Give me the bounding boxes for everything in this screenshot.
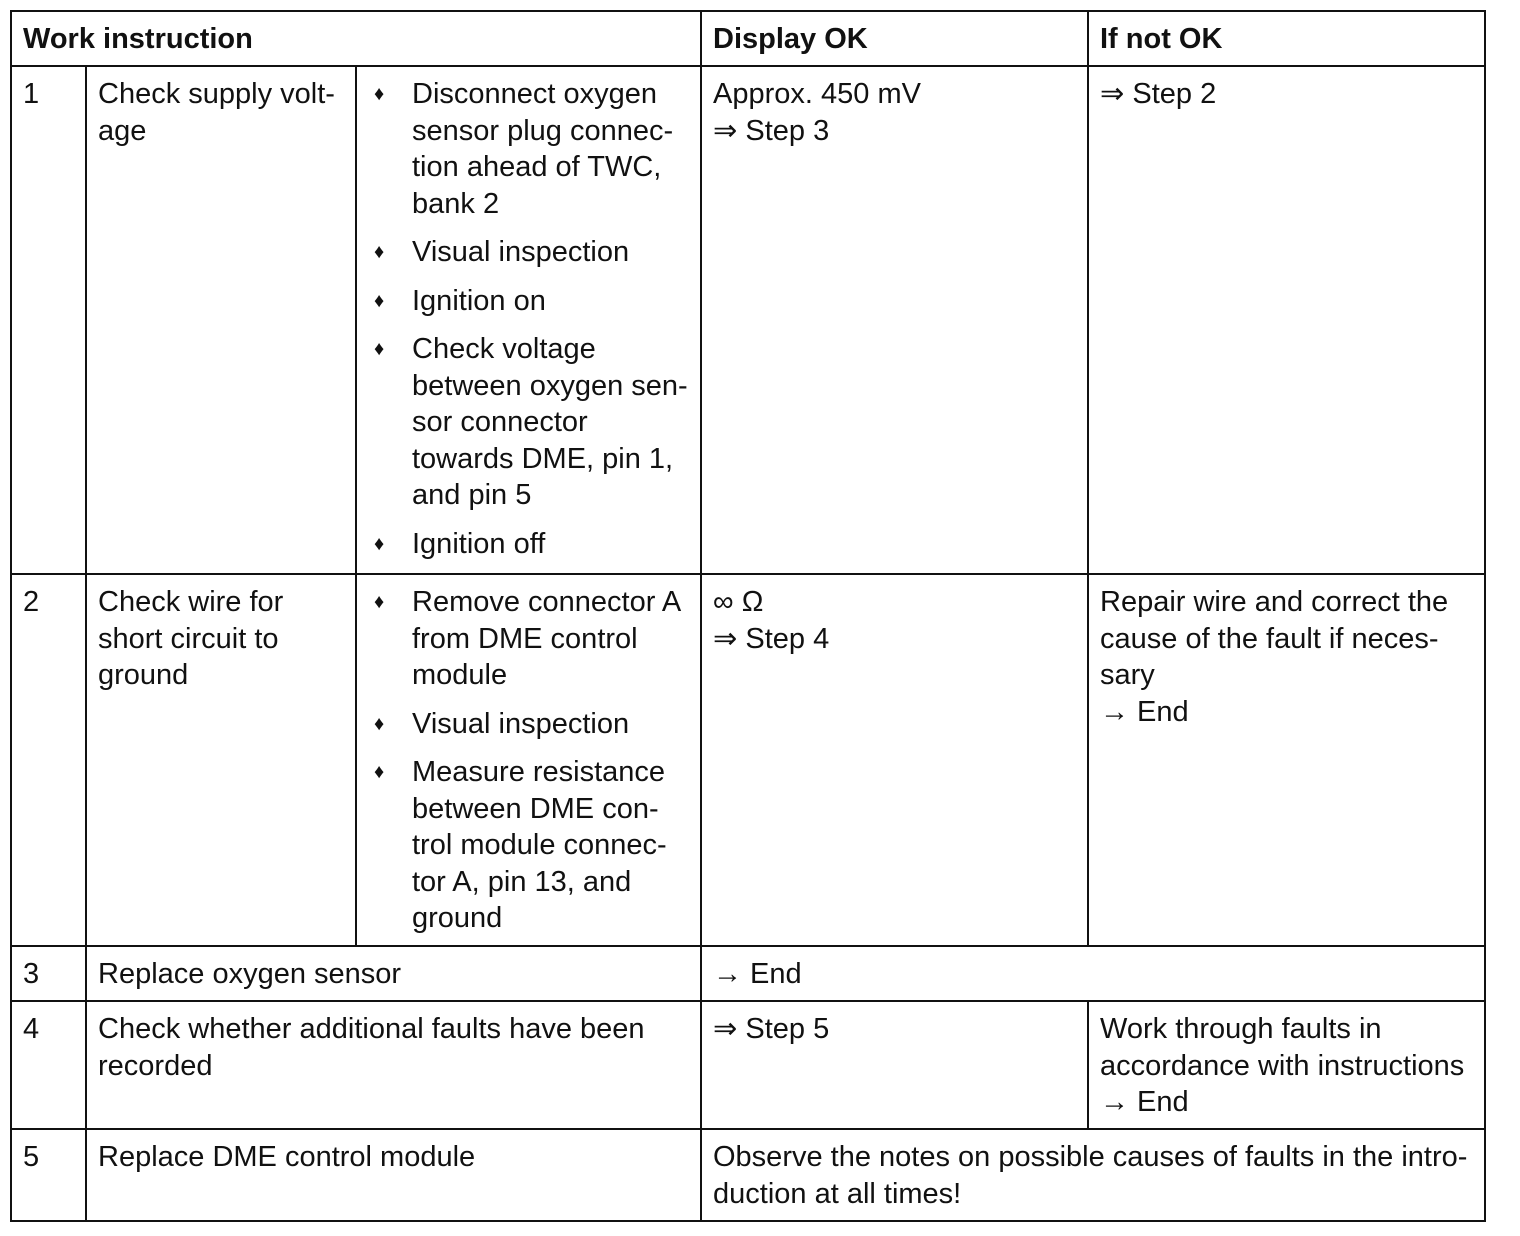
task-line: short circuit to [98,622,279,655]
step-line: Check voltage [412,333,596,365]
if-not-ok-cell [1088,66,1485,574]
diamond-bullet-icon: ♦ [374,338,385,360]
step-line: between DME con- [412,792,659,825]
display-ok-line: ∞ Ω [713,586,764,618]
diamond-bullet-icon: ♦ [374,241,385,263]
diamond-bullet-icon: ♦ [374,83,385,105]
task-cell: Replace DME control module [86,1129,701,1221]
step-line: trol module connec- [412,829,667,861]
if-not-ok-line: sary [1100,659,1155,691]
table-row [11,946,1485,1001]
header-display-ok: Display OK [701,11,1088,66]
diamond-bullet-icon: ♦ [374,289,385,312]
diamond-bullet-icon: ♦ [374,761,385,783]
list-item [368,76,689,222]
header-row [11,11,1485,66]
if-not-ok-line: cause of the fault if neces- [1100,622,1439,655]
if-not-ok-cell [1088,574,1485,946]
task-line: Check whether additional faults have been [98,1013,645,1045]
display-ok-cell [701,66,1088,574]
task-cell: Replace oxygen sensor [86,946,701,1001]
if-not-ok-line: → End [1100,695,1189,728]
step-line: Visual inspection [412,707,630,740]
list-item [368,584,689,694]
task-cell [86,1001,701,1129]
step-line: Visual inspection [412,236,630,268]
task-cell [86,66,356,574]
if-not-ok-line: ⇒ Step 2 [1100,78,1217,110]
table-row [11,1001,1485,1129]
step-line: Measure resistance [412,756,666,788]
task-line: Check supply volt- [98,78,335,110]
table-row [11,574,1485,946]
header-work-instruction: Work instruction [11,11,701,66]
if-not-ok-line: Repair wire and correct the [1100,586,1449,618]
display-ok-cell [701,1001,1088,1129]
display-ok-line: ⇒ Step 4 [713,622,830,655]
steps-cell [356,574,701,946]
step-line: sor connector [412,406,588,438]
step-list [368,584,689,937]
step-line: towards DME, pin 1, [412,442,674,475]
task-cell [86,574,356,946]
step-line: tion ahead of TWC, [412,151,662,183]
list-item [368,234,689,271]
display-ok-cell [701,574,1088,946]
task-line: age [98,114,147,147]
step-number: 4 [11,1001,86,1129]
step-line: bank 2 [412,187,500,220]
steps-cell [356,66,701,574]
display-ok-line: ⇒ Step 3 [713,114,830,147]
step-line: Ignition on [412,284,546,317]
step-number: 5 [11,1129,86,1221]
step-line: tor A, pin 13, and [412,865,632,898]
step-line: sensor plug connec- [412,114,674,147]
work-instruction-table [10,10,1486,1222]
diamond-bullet-icon: ♦ [374,591,385,613]
step-line: between oxygen sen- [412,369,688,402]
list-item [368,706,689,743]
step-line: Remove connector A [412,586,682,618]
step-line: Ignition off [412,527,546,560]
step-line: module [412,659,508,691]
diamond-bullet-icon: ♦ [374,712,385,735]
result-cell: → End [701,946,1485,1001]
if-not-ok-line: accordance with instructions [1100,1049,1465,1082]
step-number: 3 [11,946,86,1001]
step-line: and pin 5 [412,479,532,511]
display-ok-line: ⇒ Step 5 [713,1013,830,1045]
list-item [368,283,689,320]
list-item [368,754,689,937]
table-row [11,66,1485,574]
result-line: Observe the notes on possible causes of faults in the intro- [713,1141,1468,1173]
step-list [368,76,689,562]
step-line: from DME control [412,622,638,655]
step-number: 1 [11,66,86,574]
display-ok-line: Approx. 450 mV [713,78,921,110]
step-number: 2 [11,574,86,946]
task-line: Check wire for [98,586,284,618]
if-not-ok-cell [1088,1001,1485,1129]
list-item [368,331,689,514]
header-if-not-ok: If not OK [1088,11,1485,66]
step-line: Disconnect oxygen [412,78,658,110]
task-line: recorded [98,1049,213,1082]
step-line: ground [412,902,503,934]
diamond-bullet-icon: ♦ [374,532,385,555]
if-not-ok-line: → End [1100,1086,1189,1118]
result-cell [701,1129,1485,1221]
result-line: duction at all times! [713,1177,962,1210]
table-row [11,1129,1485,1221]
if-not-ok-line: Work through faults in [1100,1013,1382,1045]
list-item [368,526,689,563]
task-line: ground [98,659,189,691]
